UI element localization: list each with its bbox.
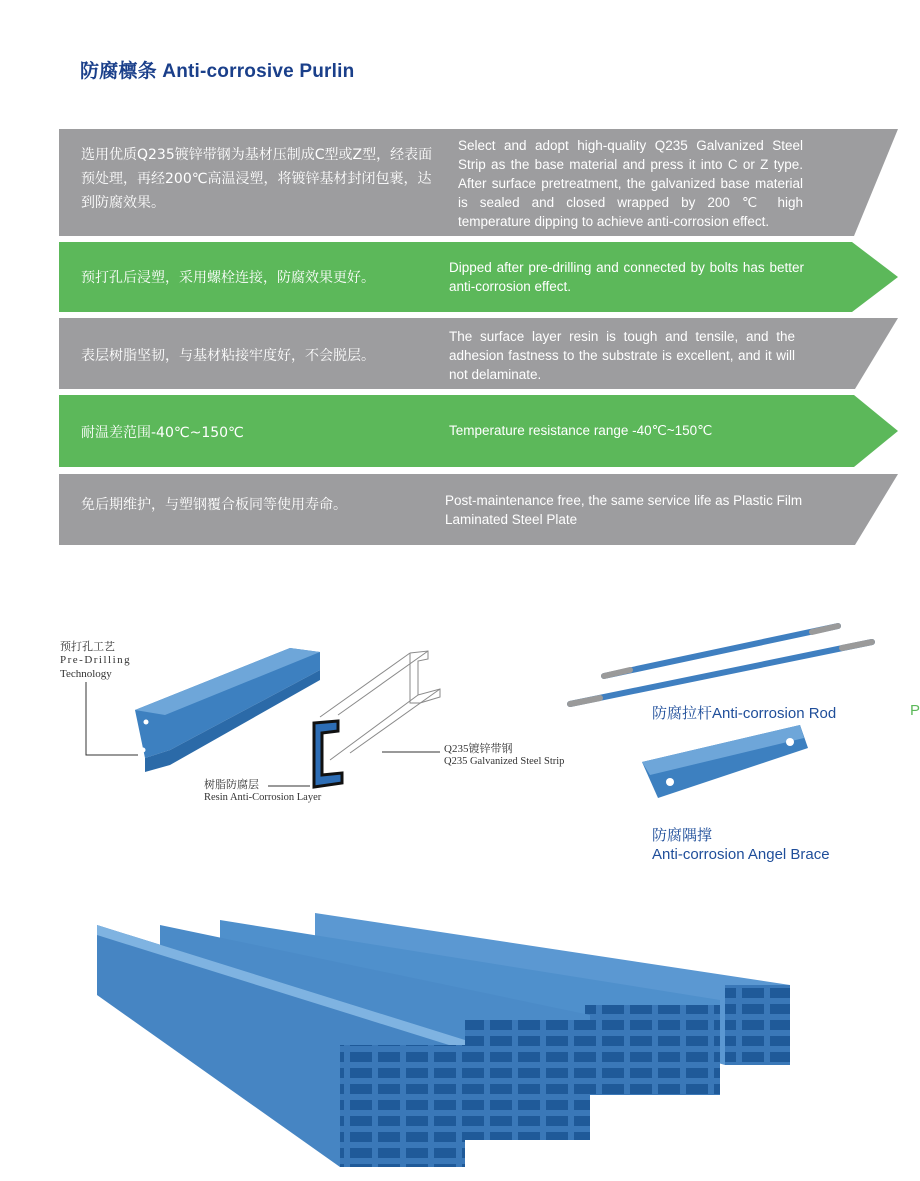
page-title: 防腐檩条 Anti-corrosive Purlin bbox=[80, 61, 355, 82]
pre-drill-label-cn: 预打孔工艺 bbox=[60, 641, 115, 653]
feature-3-en: The surface layer resin is tough and tensile, and the adhesion fastness to the substrate is excellent, and it will not delaminate. bbox=[449, 329, 795, 382]
feature-4-en: Temperature resistance range -40℃~150℃ bbox=[449, 423, 713, 438]
pre-drill-label-en-1: Pre-Drilling bbox=[60, 654, 132, 666]
resin-label-cn: 树脂防腐层 bbox=[204, 779, 259, 791]
feature-4-cn: 耐温差范围-40℃~150℃ bbox=[81, 425, 244, 441]
brace-label-en: Anti-corrosion Angel Brace bbox=[652, 846, 830, 863]
feature-1-en: Select and adopt high-quality Q235 Galvanized Steel Strip as the base material and press it into C or Z type. After surface pretreatment, the galvanized base material is sealed and closed wrapped by 200 ℃ high temperature dipping to achieve anti-corrosion effect. bbox=[458, 138, 803, 229]
feature-5-cn: 免后期维护，与塑钢覆合板同等使用寿命。 bbox=[81, 497, 347, 513]
feature-2-cn: 预打孔后浸塑，采用螺栓连接，防腐效果更好。 bbox=[81, 270, 375, 286]
anti-corrosion-rods bbox=[560, 620, 890, 710]
strip-label-cn: Q235镀锌带钢 bbox=[444, 743, 513, 755]
purlin-stack-photo bbox=[95, 905, 805, 1170]
feature-2-en: Dipped after pre-drilling and connected by bolts has better anti-corrosion effect. bbox=[449, 260, 804, 294]
cut-off-letter: P bbox=[910, 702, 920, 719]
feature-3-cn: 表层树脂坚韧，与基材粘接牢度好，不会脱层。 bbox=[81, 348, 375, 364]
rod-label: 防腐拉杆Anti-corrosion Rod bbox=[652, 705, 837, 722]
pre-drill-label-en-2: Technology bbox=[60, 668, 112, 680]
feature-1-cn: 选用优质Q235镀锌带钢为基材压制成C型或Z型，经表面预处理，再经200℃高温浸塑，将镀锌基材封闭包裹，达到防腐效果。 bbox=[81, 147, 433, 211]
strip-label-en: Q235 Galvanized Steel Strip bbox=[444, 756, 565, 767]
resin-label-en: Resin Anti-Corrosion Layer bbox=[204, 792, 322, 803]
feature-5-en: Post-maintenance free, the same service life as Plastic Film Laminated Steel Plate bbox=[445, 493, 803, 527]
brace-label-cn: 防腐隅撑 bbox=[652, 827, 713, 844]
angle-brace-illustration bbox=[640, 720, 815, 805]
